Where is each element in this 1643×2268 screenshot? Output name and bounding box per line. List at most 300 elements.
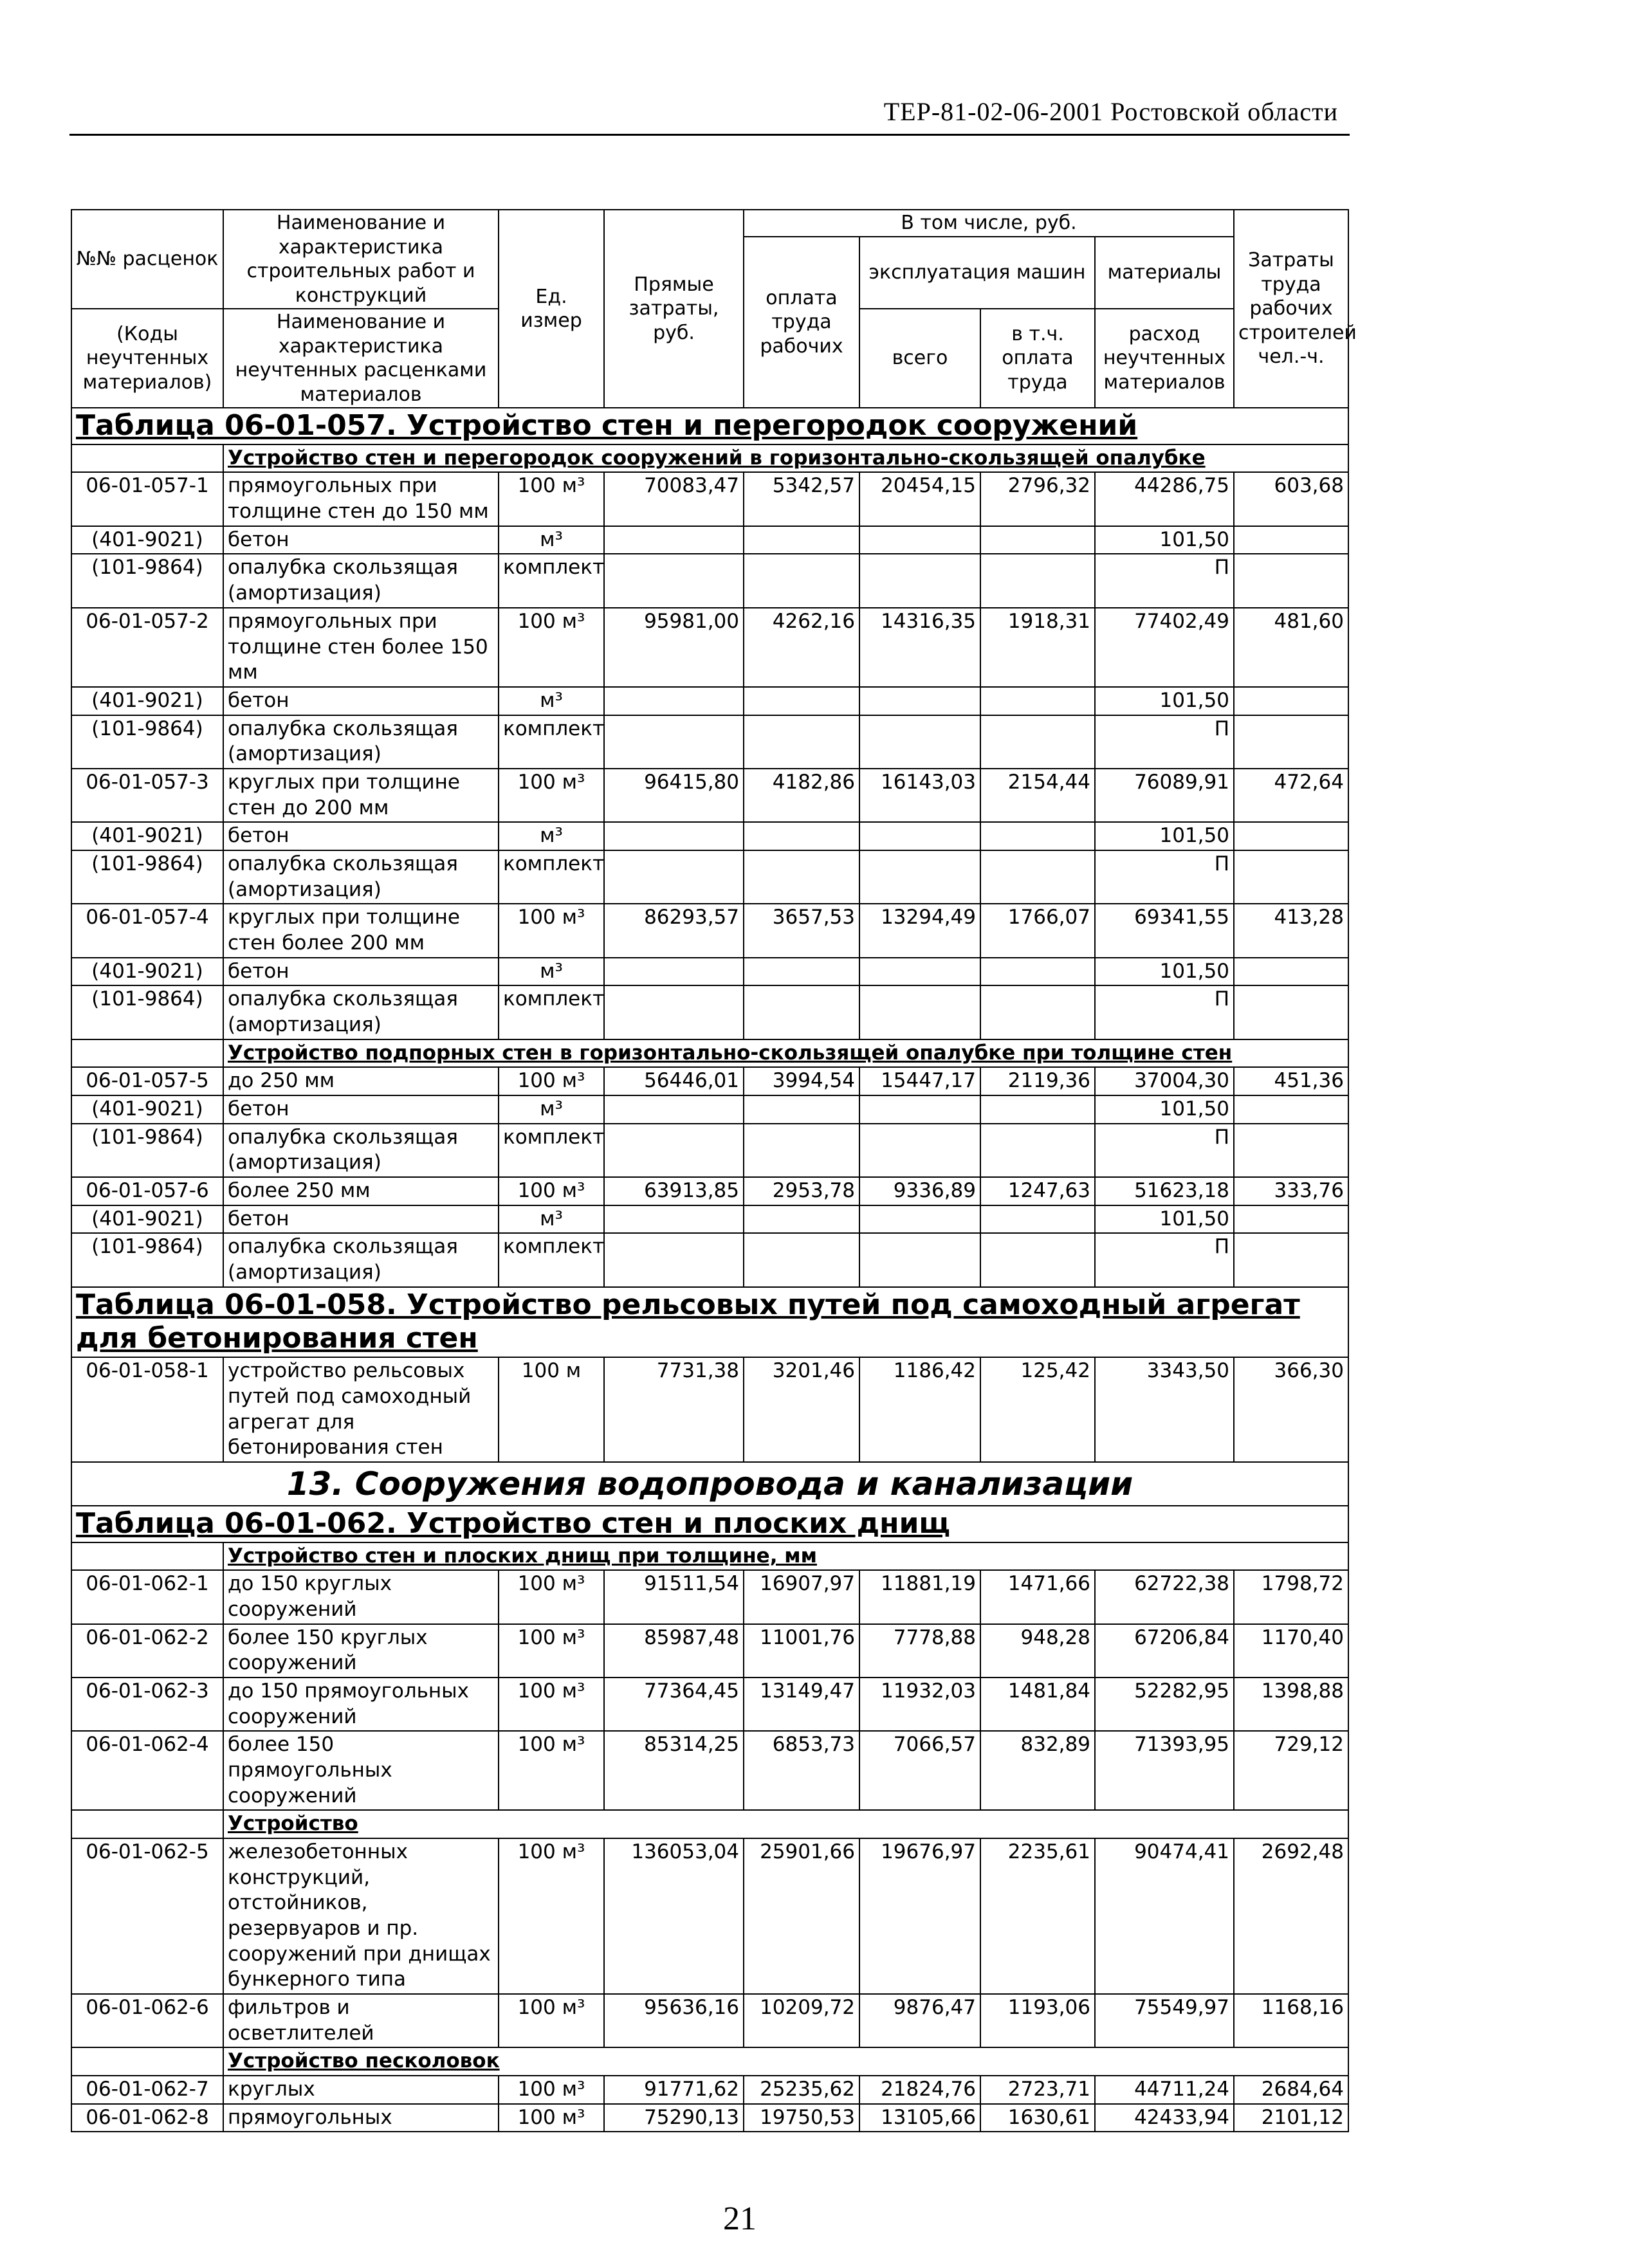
material-code: (401-9021): [71, 1095, 223, 1124]
material-amount: 101,50: [1095, 822, 1234, 850]
rate-machines-wage: 2119,36: [980, 1067, 1095, 1095]
empty-cell: [859, 958, 980, 986]
rate-unit: 100 м³: [499, 1067, 604, 1095]
document-header-title: ТЕР-81-02-06-2001 Ростовской области: [883, 97, 1338, 126]
empty-cell: [980, 1233, 1095, 1286]
rate-row: [71, 1678, 1348, 1731]
rate-unit: 100 м: [499, 1357, 604, 1462]
page-number: 21: [723, 2200, 757, 2237]
empty-cell: [980, 958, 1095, 986]
rate-labor: 1398,88: [1234, 1678, 1348, 1731]
rate-materials: 52282,95: [1095, 1678, 1234, 1731]
rate-code: 06-01-057-1: [71, 472, 223, 526]
rate-unit: 100 м³: [499, 904, 604, 957]
rate-row: [71, 472, 1348, 526]
material-name: бетон: [223, 1095, 499, 1124]
table-title: Таблица 06-01-057. Устройство стен и перегородок сооружений: [71, 408, 1348, 444]
material-unit: м³: [499, 526, 604, 554]
empty-cell: [859, 1233, 980, 1286]
rate-labor: 2692,48: [1234, 1838, 1348, 1994]
rate-wage: 10209,72: [744, 1994, 859, 2047]
rate-machines-total: 13294,49: [859, 904, 980, 957]
empty-cell: [859, 554, 980, 607]
empty-cell: [744, 1205, 859, 1234]
rate-labor: 451,36: [1234, 1067, 1348, 1095]
material-amount: П: [1095, 985, 1234, 1039]
rate-machines-wage: 125,42: [980, 1357, 1095, 1462]
material-row: [71, 850, 1348, 904]
rate-machines-total: 16143,03: [859, 769, 980, 822]
rate-machines-total: 19676,97: [859, 1838, 980, 1994]
rate-unit: 100 м³: [499, 1624, 604, 1678]
empty-cell: [980, 715, 1095, 769]
col-code-top: №№ расценок: [71, 210, 223, 309]
rate-name: более 250 мм: [223, 1177, 499, 1205]
rate-labor: 481,60: [1234, 608, 1348, 687]
rate-name: более 150 прямоугольных сооружений: [223, 1731, 499, 1810]
rate-direct-cost: 63913,85: [604, 1177, 744, 1205]
rate-direct-cost: 70083,47: [604, 472, 744, 526]
rate-direct-cost: 85314,25: [604, 1731, 744, 1810]
rate-materials: 51623,18: [1095, 1177, 1234, 1205]
empty-cell: [604, 526, 744, 554]
price-table: [71, 209, 1357, 2132]
rate-machines-total: 14316,35: [859, 608, 980, 687]
empty-cell: [1234, 1205, 1348, 1234]
rate-code: 06-01-057-2: [71, 608, 223, 687]
rate-unit: 100 м³: [499, 1570, 604, 1623]
empty-cell: [744, 1124, 859, 1177]
material-name: опалубка скользящая (амортизация): [223, 715, 499, 769]
rate-wage: 11001,76: [744, 1624, 859, 1678]
rate-name: прямоугольных при толщине стен до 150 мм: [223, 472, 499, 526]
table-title: Таблица 06-01-062. Устройство стен и плоских днищ: [71, 1506, 1348, 1542]
material-amount: 101,50: [1095, 687, 1234, 715]
empty-cell: [604, 554, 744, 607]
col-machines-total: всего: [859, 309, 980, 408]
header-rule: [69, 134, 1350, 136]
rate-code: 06-01-062-8: [71, 2104, 223, 2132]
rate-materials: 62722,38: [1095, 1570, 1234, 1623]
rate-name: до 150 прямоугольных сооружений: [223, 1678, 499, 1731]
rate-row: [71, 1570, 1348, 1623]
col-direct: Прямые затраты, руб.: [604, 210, 744, 408]
empty-cell: [980, 985, 1095, 1039]
empty-cell: [604, 715, 744, 769]
rate-wage: 3657,53: [744, 904, 859, 957]
rate-unit: 100 м³: [499, 2076, 604, 2104]
empty-cell: [980, 1095, 1095, 1124]
group-title-row: [71, 1542, 1348, 1571]
col-name-bottom: Наименование и характеристика неучтенных расценками материалов: [223, 309, 499, 408]
empty-cell: [604, 958, 744, 986]
rate-labor: 2101,12: [1234, 2104, 1348, 2132]
material-unit: м³: [499, 822, 604, 850]
group-title-spacer: [71, 1039, 223, 1068]
material-name: бетон: [223, 958, 499, 986]
rate-machines-wage: 1247,63: [980, 1177, 1095, 1205]
rate-labor: 2684,64: [1234, 2076, 1348, 2104]
material-row: [71, 1233, 1348, 1286]
material-unit: м³: [499, 1095, 604, 1124]
material-row: [71, 958, 1348, 986]
material-name: опалубка скользящая (амортизация): [223, 554, 499, 607]
material-name: опалубка скользящая (амортизация): [223, 1233, 499, 1286]
empty-cell: [744, 958, 859, 986]
rate-materials: 44286,75: [1095, 472, 1234, 526]
rate-name: более 150 круглых сооружений: [223, 1624, 499, 1678]
empty-cell: [1234, 1124, 1348, 1177]
table-header: [71, 210, 1357, 408]
group-title-spacer: [71, 1810, 223, 1838]
group-title-row: [71, 1810, 1348, 1838]
group-title: Устройство подпорных стен в горизонтально-скользящей опалубке при толщине стен: [223, 1039, 1348, 1068]
group-title: Устройство стен и перегородок сооружений в горизонтально-скользящей опалубке: [223, 444, 1348, 473]
rate-wage: 13149,47: [744, 1678, 859, 1731]
col-code-bottom: (Коды неучтенных материалов): [71, 309, 223, 408]
rate-unit: 100 м³: [499, 1838, 604, 1994]
empty-cell: [604, 687, 744, 715]
group-title-row: [71, 444, 1348, 473]
material-code: (101-9864): [71, 1124, 223, 1177]
group-title-row: [71, 1039, 1348, 1068]
material-name: опалубка скользящая (амортизация): [223, 985, 499, 1039]
material-row: [71, 1095, 1348, 1124]
rate-machines-total: 9876,47: [859, 1994, 980, 2047]
rate-name: круглых при толщине стен более 200 мм: [223, 904, 499, 957]
material-unit: комплект: [499, 850, 604, 904]
rate-direct-cost: 75290,13: [604, 2104, 744, 2132]
material-unit: м³: [499, 958, 604, 986]
rate-row: [71, 1731, 1348, 1810]
group-title: Устройство: [223, 1810, 1348, 1838]
rate-wage: 3201,46: [744, 1357, 859, 1462]
empty-cell: [604, 1124, 744, 1177]
rate-labor: 1168,16: [1234, 1994, 1348, 2047]
rate-machines-total: 15447,17: [859, 1067, 980, 1095]
empty-cell: [744, 1233, 859, 1286]
section-title-row: [71, 1462, 1348, 1506]
rate-machines-total: 9336,89: [859, 1177, 980, 1205]
empty-cell: [1234, 1233, 1348, 1286]
rate-direct-cost: 96415,80: [604, 769, 744, 822]
rate-labor: 729,12: [1234, 1731, 1348, 1810]
material-row: [71, 526, 1348, 554]
rate-row: [71, 2076, 1348, 2104]
rate-materials: 77402,49: [1095, 608, 1234, 687]
rate-wage: 2953,78: [744, 1177, 859, 1205]
material-amount: П: [1095, 850, 1234, 904]
empty-cell: [1234, 1095, 1348, 1124]
material-code: (101-9864): [71, 554, 223, 607]
empty-cell: [980, 850, 1095, 904]
rate-code: 06-01-062-5: [71, 1838, 223, 1994]
rate-code: 06-01-062-4: [71, 1731, 223, 1810]
material-unit: комплект: [499, 1124, 604, 1177]
rate-materials: 3343,50: [1095, 1357, 1234, 1462]
rate-row: [71, 769, 1348, 822]
empty-cell: [604, 1233, 744, 1286]
col-labor: Затраты труда рабочих строителей чел.-ч.: [1234, 210, 1348, 408]
rate-code: 06-01-062-7: [71, 2076, 223, 2104]
material-row: [71, 715, 1348, 769]
material-unit: комплект: [499, 715, 604, 769]
group-title-spacer: [71, 1542, 223, 1571]
rate-direct-cost: 85987,48: [604, 1624, 744, 1678]
rate-wage: 5342,57: [744, 472, 859, 526]
rate-unit: 100 м³: [499, 1731, 604, 1810]
empty-cell: [1234, 526, 1348, 554]
empty-cell: [744, 687, 859, 715]
empty-cell: [859, 1124, 980, 1177]
rate-name: прямоугольных: [223, 2104, 499, 2132]
rate-machines-wage: 1471,66: [980, 1570, 1095, 1623]
material-code: (101-9864): [71, 715, 223, 769]
material-unit: комплект: [499, 1233, 604, 1286]
material-amount: 101,50: [1095, 526, 1234, 554]
rate-labor: 333,76: [1234, 1177, 1348, 1205]
empty-cell: [859, 715, 980, 769]
rate-labor: 472,64: [1234, 769, 1348, 822]
material-name: бетон: [223, 526, 499, 554]
rate-unit: 100 м³: [499, 608, 604, 687]
empty-cell: [744, 526, 859, 554]
rate-code: 06-01-057-3: [71, 769, 223, 822]
rate-unit: 100 м³: [499, 1177, 604, 1205]
rate-machines-wage: 832,89: [980, 1731, 1095, 1810]
rate-row: [71, 1994, 1348, 2047]
rate-materials: 42433,94: [1095, 2104, 1234, 2132]
rate-name: фильтров и осветлителей: [223, 1994, 499, 2047]
material-name: опалубка скользящая (амортизация): [223, 1124, 499, 1177]
material-row: [71, 554, 1348, 607]
group-title-row: [71, 2047, 1348, 2076]
rate-machines-total: 1186,42: [859, 1357, 980, 1462]
empty-cell: [604, 850, 744, 904]
rate-direct-cost: 7731,38: [604, 1357, 744, 1462]
empty-cell: [604, 1095, 744, 1124]
rate-row: [71, 1067, 1348, 1095]
rate-materials: 90474,41: [1095, 1838, 1234, 1994]
rate-direct-cost: 95981,00: [604, 608, 744, 687]
rate-name: прямоугольных при толщине стен более 150 мм: [223, 608, 499, 687]
rate-row: [71, 1624, 1348, 1678]
group-title: Устройство песколовок: [223, 2047, 1348, 2076]
material-code: (401-9021): [71, 1205, 223, 1234]
material-row: [71, 822, 1348, 850]
empty-cell: [604, 822, 744, 850]
rate-name: устройство рельсовых путей под самоходный агрегат для бетонирования стен: [223, 1357, 499, 1462]
material-code: (401-9021): [71, 958, 223, 986]
rate-direct-cost: 56446,01: [604, 1067, 744, 1095]
empty-cell: [744, 822, 859, 850]
material-name: опалубка скользящая (амортизация): [223, 850, 499, 904]
col-machines-wage: в т.ч. оплата труда: [980, 309, 1095, 408]
rate-direct-cost: 91771,62: [604, 2076, 744, 2104]
rate-code: 06-01-062-1: [71, 1570, 223, 1623]
empty-cell: [859, 687, 980, 715]
rate-wage: 4182,86: [744, 769, 859, 822]
rate-row: [71, 1838, 1348, 1994]
empty-cell: [859, 526, 980, 554]
material-unit: м³: [499, 1205, 604, 1234]
material-row: [71, 985, 1348, 1039]
empty-cell: [744, 1095, 859, 1124]
col-machines: эксплуатация машин: [859, 237, 1095, 309]
rate-row: [71, 1177, 1348, 1205]
material-amount: 101,50: [1095, 1095, 1234, 1124]
material-code: (101-9864): [71, 985, 223, 1039]
material-amount: П: [1095, 1233, 1234, 1286]
empty-cell: [744, 554, 859, 607]
rate-row: [71, 2104, 1348, 2132]
empty-cell: [1234, 985, 1348, 1039]
empty-cell: [1234, 715, 1348, 769]
rate-code: 06-01-062-3: [71, 1678, 223, 1731]
rate-name: круглых при толщине стен до 200 мм: [223, 769, 499, 822]
rate-machines-total: 7778,88: [859, 1624, 980, 1678]
rate-machines-wage: 1918,31: [980, 608, 1095, 687]
rate-materials: 71393,95: [1095, 1731, 1234, 1810]
empty-cell: [859, 822, 980, 850]
material-code: (101-9864): [71, 850, 223, 904]
col-materials-unaccounted: расход неучтенных материалов: [1095, 309, 1234, 408]
rate-unit: 100 м³: [499, 2104, 604, 2132]
rate-row: [71, 608, 1348, 687]
rate-wage: 19750,53: [744, 2104, 859, 2132]
empty-cell: [744, 850, 859, 904]
empty-cell: [1234, 850, 1348, 904]
rate-code: 06-01-057-5: [71, 1067, 223, 1095]
empty-cell: [980, 687, 1095, 715]
rate-direct-cost: 77364,45: [604, 1678, 744, 1731]
rate-direct-cost: 136053,04: [604, 1838, 744, 1994]
empty-cell: [859, 1095, 980, 1124]
rate-wage: 4262,16: [744, 608, 859, 687]
empty-cell: [1234, 822, 1348, 850]
rate-wage: 3994,54: [744, 1067, 859, 1095]
rate-machines-total: 20454,15: [859, 472, 980, 526]
rate-direct-cost: 91511,54: [604, 1570, 744, 1623]
empty-cell: [744, 985, 859, 1039]
material-row: [71, 687, 1348, 715]
rate-machines-total: 13105,66: [859, 2104, 980, 2132]
material-name: бетон: [223, 687, 499, 715]
rate-labor: 413,28: [1234, 904, 1348, 957]
empty-cell: [859, 850, 980, 904]
rate-code: 06-01-057-4: [71, 904, 223, 957]
rate-wage: 25901,66: [744, 1838, 859, 1994]
rate-row: [71, 904, 1348, 957]
rate-materials: 67206,84: [1095, 1624, 1234, 1678]
rate-name: до 150 круглых сооружений: [223, 1570, 499, 1623]
group-title: Устройство стен и плоских днищ при толщине, мм: [223, 1542, 1348, 1571]
rate-machines-wage: 2723,71: [980, 2076, 1095, 2104]
rate-direct-cost: 86293,57: [604, 904, 744, 957]
rate-machines-total: 11932,03: [859, 1678, 980, 1731]
material-unit: комплект: [499, 554, 604, 607]
material-amount: П: [1095, 715, 1234, 769]
empty-cell: [859, 1205, 980, 1234]
empty-cell: [604, 985, 744, 1039]
rate-code: 06-01-057-6: [71, 1177, 223, 1205]
rate-wage: 25235,62: [744, 2076, 859, 2104]
rate-machines-wage: 2796,32: [980, 472, 1095, 526]
material-amount: 101,50: [1095, 1205, 1234, 1234]
table-title-row: [71, 1287, 1348, 1358]
rate-direct-cost: 95636,16: [604, 1994, 744, 2047]
empty-cell: [980, 1124, 1095, 1177]
col-unit: Ед. измер: [499, 210, 604, 408]
table-title-row: [71, 1506, 1348, 1542]
rate-unit: 100 м³: [499, 1678, 604, 1731]
empty-cell: [1234, 554, 1348, 607]
material-code: (401-9021): [71, 526, 223, 554]
rate-code: 06-01-062-6: [71, 1994, 223, 2047]
table-title: Таблица 06-01-058. Устройство рельсовых путей под самоходный агрегат для бетонирования стен: [71, 1287, 1348, 1358]
empty-cell: [1234, 958, 1348, 986]
material-unit: м³: [499, 687, 604, 715]
material-unit: комплект: [499, 985, 604, 1039]
material-code: (401-9021): [71, 822, 223, 850]
rate-labor: 1798,72: [1234, 1570, 1348, 1623]
rate-row: [71, 1357, 1348, 1462]
rate-materials: 75549,97: [1095, 1994, 1234, 2047]
material-amount: П: [1095, 1124, 1234, 1177]
material-code: (401-9021): [71, 687, 223, 715]
empty-cell: [980, 554, 1095, 607]
material-amount: 101,50: [1095, 958, 1234, 986]
rate-unit: 100 м³: [499, 1994, 604, 2047]
material-name: бетон: [223, 822, 499, 850]
rate-machines-wage: 948,28: [980, 1624, 1095, 1678]
rate-machines-wage: 1766,07: [980, 904, 1095, 957]
rate-machines-wage: 2235,61: [980, 1838, 1095, 1994]
col-wage: оплата труда рабочих: [744, 237, 859, 408]
rate-machines-wage: 1193,06: [980, 1994, 1095, 2047]
empty-cell: [980, 1205, 1095, 1234]
rate-materials: 76089,91: [1095, 769, 1234, 822]
rate-name: круглых: [223, 2076, 499, 2104]
rate-machines-wage: 1630,61: [980, 2104, 1095, 2132]
rate-machines-total: 7066,57: [859, 1731, 980, 1810]
empty-cell: [980, 526, 1095, 554]
rate-machines-wage: 2154,44: [980, 769, 1095, 822]
col-incl: В том числе, руб.: [744, 210, 1234, 237]
empty-cell: [1234, 687, 1348, 715]
rate-name: железобетонных конструкций, отстойников, резервуаров и пр. сооружений при днищах бункерного типа: [223, 1838, 499, 1994]
col-materials: материалы: [1095, 237, 1234, 309]
rate-labor: 1170,40: [1234, 1624, 1348, 1678]
rate-code: 06-01-062-2: [71, 1624, 223, 1678]
table-body: [71, 408, 1348, 2132]
rate-materials: 37004,30: [1095, 1067, 1234, 1095]
material-name: бетон: [223, 1205, 499, 1234]
rate-code: 06-01-058-1: [71, 1357, 223, 1462]
rate-unit: 100 м³: [499, 769, 604, 822]
rate-materials: 44711,24: [1095, 2076, 1234, 2104]
rate-machines-total: 11881,19: [859, 1570, 980, 1623]
group-title-spacer: [71, 444, 223, 473]
rate-labor: 366,30: [1234, 1357, 1348, 1462]
empty-cell: [980, 822, 1095, 850]
rate-wage: 16907,97: [744, 1570, 859, 1623]
rate-wage: 6853,73: [744, 1731, 859, 1810]
group-title-spacer: [71, 2047, 223, 2076]
rate-labor: 603,68: [1234, 472, 1348, 526]
empty-cell: [744, 715, 859, 769]
rate-materials: 69341,55: [1095, 904, 1234, 957]
